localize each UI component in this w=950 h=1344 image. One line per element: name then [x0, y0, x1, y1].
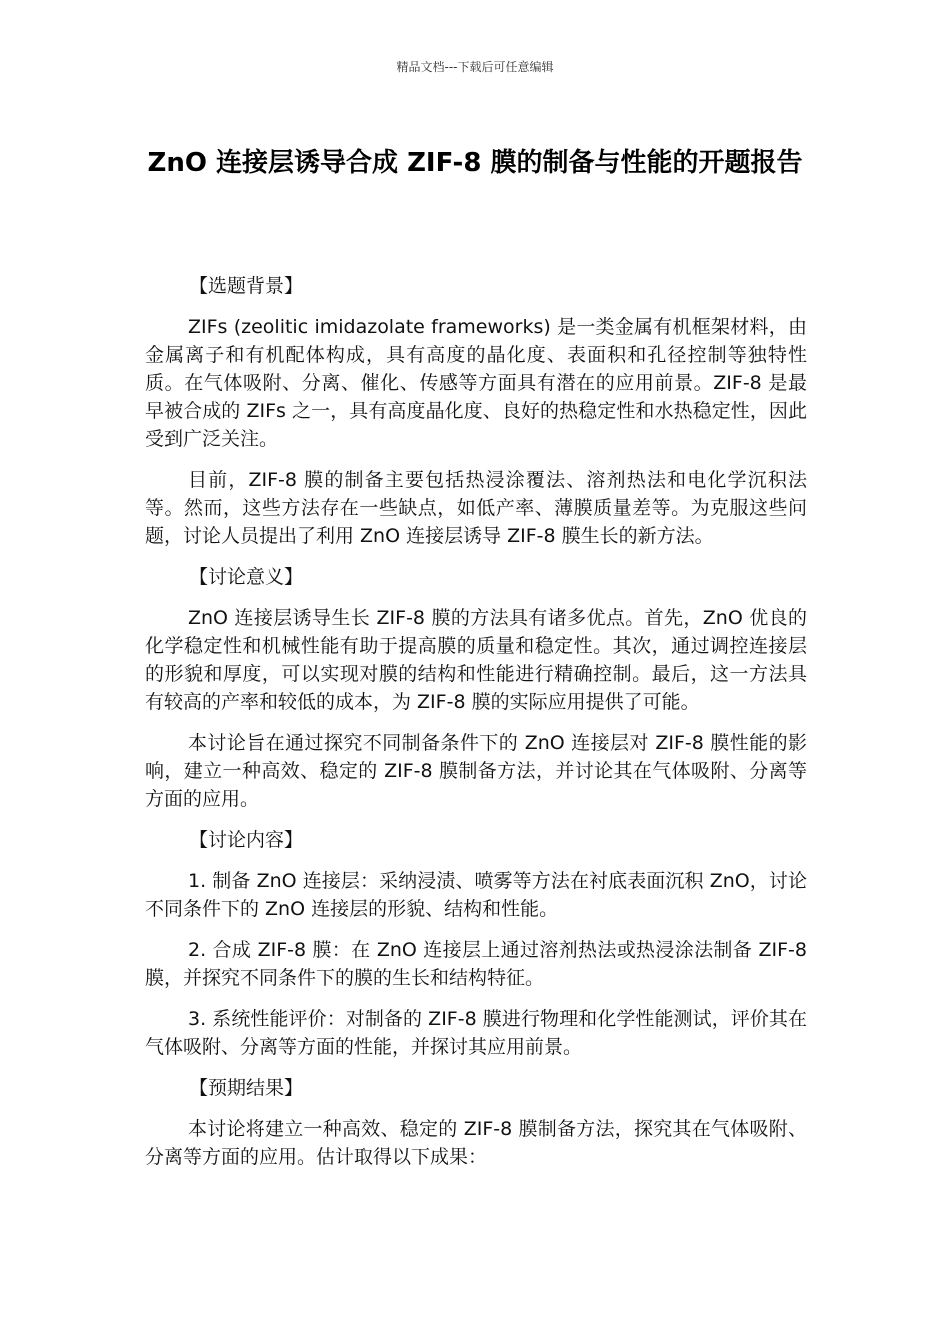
paragraph: 本讨论旨在通过探究不同制备条件下的 ZnO 连接层对 ZIF-8 膜性能的影响，建立一种高效、稳定的 ZIF-8 膜制备方法，并讨论其在气体吸附、分离等方面的应用。	[145, 732, 807, 810]
section-heading-expected-results: 【预期结果】	[189, 1077, 304, 1099]
section-heading-background: 【选题背景】	[189, 275, 304, 297]
paragraph: 目前，ZIF-8 膜的制备主要包括热浸涂覆法、溶剂热法和电化学沉积法等。然而，这些方法存在一些缺点，如低产率、薄膜质量差等。为克服这些问题，讨论人员提出了利用 ZnO 连接层诱导 ZIF-8 膜生长的新方法。	[145, 469, 807, 547]
list-item-paragraph: 3. 系统性能评价：对制备的 ZIF-8 膜进行物理和化学性能测试，评价其在气体吸附、分离等方面的性能，并探讨其应用前景。	[145, 1008, 807, 1058]
list-item-paragraph: 2. 合成 ZIF-8 膜：在 ZnO 连接层上通过溶剂热法或热浸涂法制备 ZIF-8 膜，并探究不同条件下的膜的生长和结构特征。	[145, 939, 807, 989]
list-item-paragraph: 1. 制备 ZnO 连接层：采纳浸渍、喷雾等方法在衬底表面沉积 ZnO，讨论不同条件下的 ZnO 连接层的形貌、结构和性能。	[145, 870, 807, 920]
paragraph: 本讨论将建立一种高效、稳定的 ZIF-8 膜制备方法，探究其在气体吸附、分离等方面的应用。估计取得以下成果：	[145, 1118, 807, 1168]
page-header: 精品文档---下载后可任意编辑	[396, 60, 554, 74]
section-heading-significance: 【讨论意义】	[189, 566, 304, 588]
paragraph: ZnO 连接层诱导生长 ZIF-8 膜的方法具有诸多优点。首先，ZnO 优良的化学稳定性和机械性能有助于提高膜的质量和稳定性。其次，通过调控连接层的形貌和厚度，可以实现对膜的结构和性能进行精确控制。最后，这一方法具有较高的产率和较低的成本，为 ZIF-8 膜的实际应用提供了可能。	[145, 607, 807, 713]
document-title: ZnO 连接层诱导合成 ZIF-8 膜的制备与性能的开题报告	[147, 148, 803, 178]
paragraph: ZIFs (zeolitic imidazolate frameworks) 是一类金属有机框架材料，由金属离子和有机配体构成，具有高度的晶化度、表面积和孔径控制等独特性质。在气体吸附、分离、催化、传感等方面具有潜在的应用前景。ZIF-8 是最早被合成的 ZIFs 之一，具有高度晶化度、良好的热稳定性和水热稳定性，因此受到广泛关注。	[145, 316, 807, 450]
section-heading-content: 【讨论内容】	[189, 829, 304, 851]
document-body	[145, 272, 807, 1184]
